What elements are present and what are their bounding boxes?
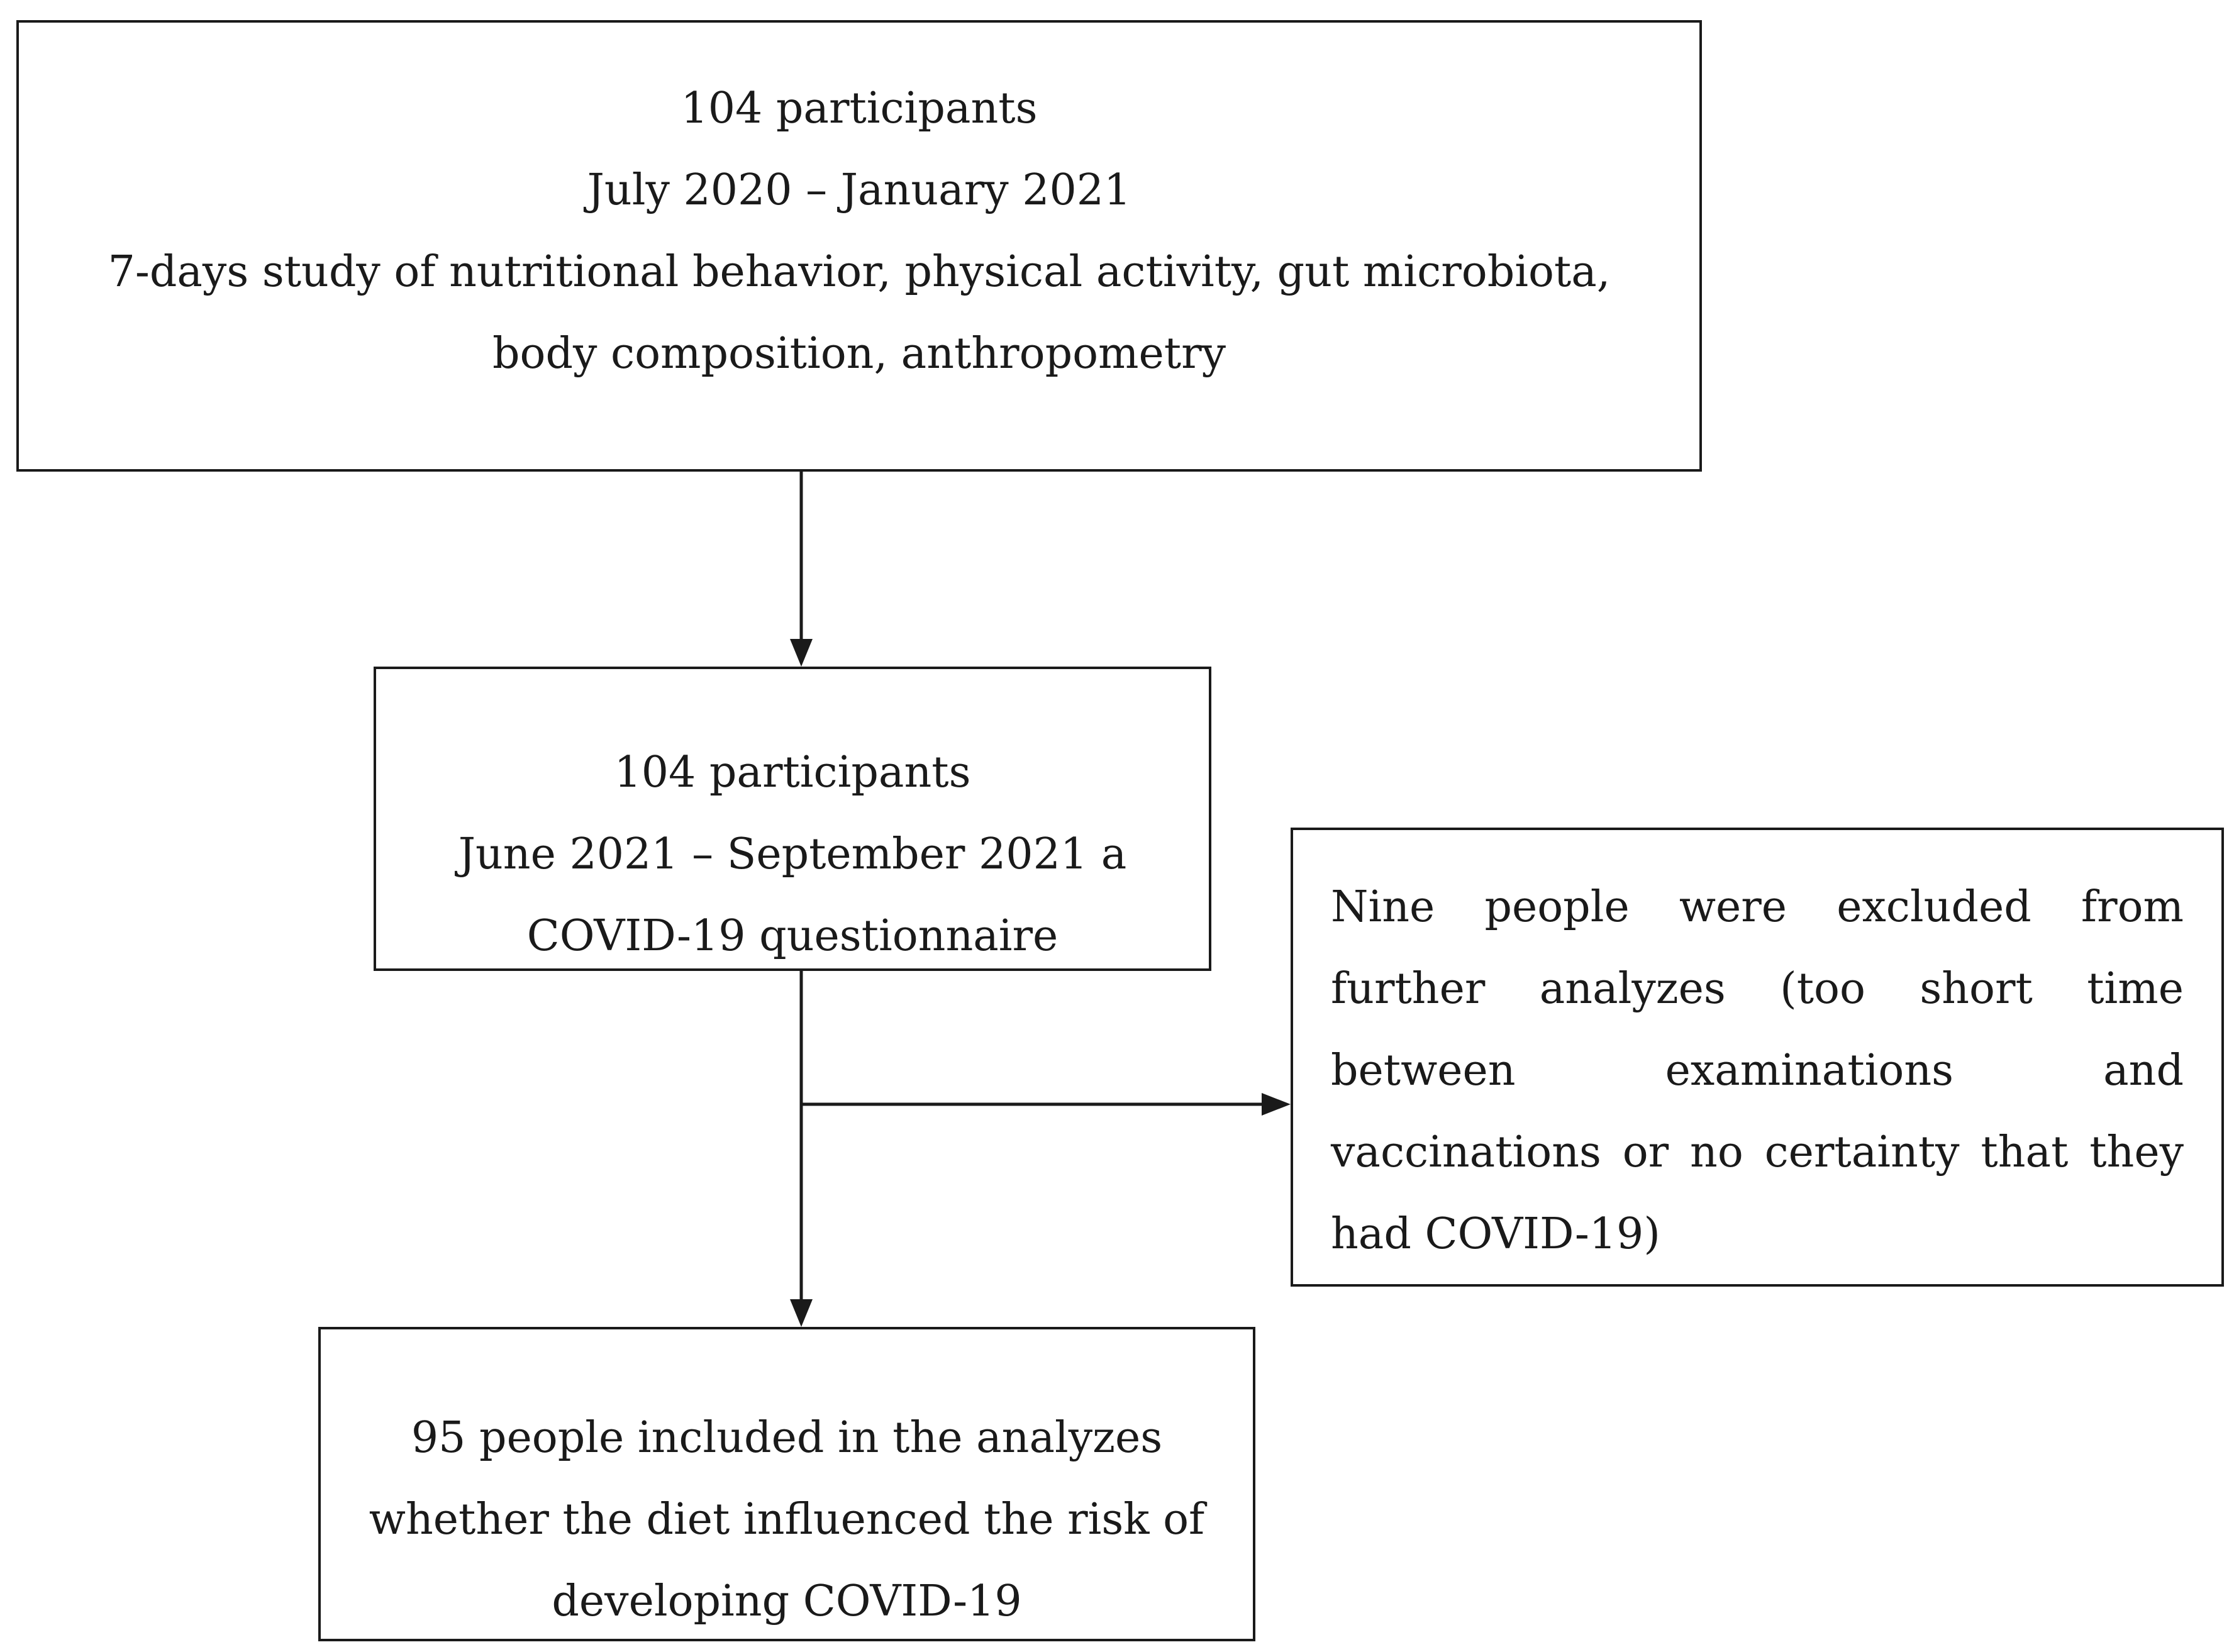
follow-up-box: [374, 667, 1211, 971]
analyzed-line-2: whether the diet influenced the risk of: [369, 1495, 1205, 1544]
excluded-line-4: vaccinations or no certainty that they: [1331, 1128, 2184, 1177]
excluded-line-3: between examinations and: [1331, 1046, 2184, 1095]
excluded-box: [1291, 828, 2224, 1287]
enrollment-line-2: July 2020 – January 2021: [587, 165, 1131, 215]
enrollment-line-3: 7-days study of nutritional behavior, physical activity, gut microbiota,: [108, 247, 1611, 297]
enrollment-line-1: 104 participants: [681, 84, 1038, 133]
analyzed-line-1: 95 people included in the analyzes: [411, 1413, 1163, 1463]
excluded-line-5: had COVID-19): [1331, 1209, 1660, 1259]
enrollment-box: [16, 20, 1702, 472]
arrowhead-right-excluded: [1262, 1093, 1291, 1116]
follow-up-line-2: June 2021 – September 2021 a: [458, 829, 1127, 879]
follow-up-line-1: 104 participants: [614, 748, 971, 797]
arrowhead-down-analyzed: [790, 1299, 813, 1327]
analyzed-line-3: developing COVID-19: [552, 1577, 1022, 1626]
enrollment-line-4: body composition, anthropometry: [492, 329, 1226, 379]
follow-up-line-3: COVID-19 questionnaire: [526, 911, 1059, 961]
arrowhead-down-follow-up: [790, 639, 813, 667]
excluded-line-1: Nine people were excluded from: [1331, 882, 2184, 932]
analyzed-box: [318, 1327, 1255, 1641]
excluded-line-2: further analyzes (too short time: [1331, 964, 2184, 1014]
